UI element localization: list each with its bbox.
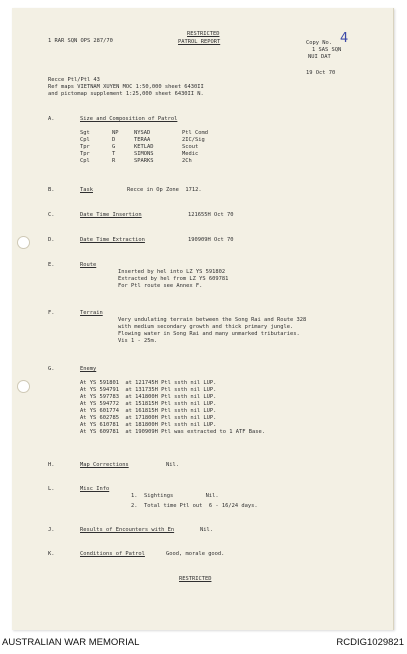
section-l-letter: L.: [48, 486, 55, 492]
patrol-designation: Recce Ptl/Ptl 43: [48, 77, 100, 83]
enemy-line: At YS 594791 at 131735H Ptl ssth nil LUP.: [80, 387, 217, 393]
member-initial: G: [112, 144, 116, 150]
member-rank: Sgt: [80, 130, 90, 136]
member-rank: Tpr: [80, 144, 90, 150]
classification-bottom: RESTRICTED: [179, 576, 212, 582]
misc-info-line: 1. Sightings Nil.: [131, 493, 219, 499]
section-d-text: 190909H Oct 70: [188, 237, 234, 243]
misc-info-line: 2. Total time Ptl out 6 - 16/24 days.: [131, 503, 258, 509]
enemy-line: At YS 591801 at 121745H Ptl ssth nil LUP.: [80, 380, 217, 386]
section-e-letter: E.: [48, 262, 55, 268]
archive-record-id: RCDIG1029821: [336, 637, 404, 648]
classification-top: RESTRICTED: [187, 31, 220, 37]
section-l-heading: Misc Info: [80, 486, 110, 492]
enemy-line: At YS 610781 at 181800H Ptl ssth nil LUP.: [80, 422, 217, 428]
section-k-letter: K.: [48, 551, 55, 557]
punch-hole: [17, 380, 30, 393]
member-name: NYSAD: [134, 130, 151, 136]
enemy-line: At YS 609781 at 190909H Ptl was extracted to 1 ATF Base.: [80, 429, 265, 435]
member-role: Ptl Comd: [182, 130, 208, 136]
terrain-line: Vis 1 - 25m.: [118, 338, 157, 344]
section-c-heading: Date Time Insertion: [80, 212, 142, 218]
member-rank: Cpl: [80, 158, 90, 164]
section-a-letter: A.: [48, 116, 55, 122]
member-name: TERAA: [134, 137, 151, 143]
member-rank: Cpl: [80, 137, 90, 143]
document-title: PATROL REPORT: [178, 39, 221, 45]
section-g-heading: Enemy: [80, 366, 97, 372]
member-initial: R: [112, 158, 116, 164]
section-b-heading: Task: [80, 187, 93, 193]
section-f-heading: Terrain: [80, 310, 103, 316]
section-a-heading: Size and Composition of Patrol: [80, 116, 178, 122]
route-line: Extracted by hel from LZ YS 609781: [118, 276, 229, 282]
section-k-heading: Conditions of Patrol: [80, 551, 145, 557]
route-line: For Ptl route see Annex F.: [118, 283, 203, 289]
member-name: KETLAD: [134, 144, 154, 150]
section-j-heading: Results of Encounters with En: [80, 527, 175, 533]
member-name: SPARKS: [134, 158, 154, 164]
section-j-letter: J.: [48, 527, 55, 533]
terrain-line: Flowing water in Song Rai and many unmarked tributaries.: [118, 331, 300, 337]
map-reference-line2: and pictomap supplement 1:25,000 sheet 6430II N.: [48, 91, 204, 97]
terrain-line: with medium secondary growth and thick primary jungle.: [118, 324, 294, 330]
route-line: Inserted by hel into LZ YS 591802: [118, 269, 226, 275]
reference-number: 1 RAR SQN OPS 287/70: [48, 38, 113, 44]
section-h-text: Nil.: [166, 462, 179, 468]
member-role: 2Ch: [182, 158, 192, 164]
member-role: 2IC/Sig: [182, 137, 205, 143]
archive-name: AUSTRALIAN WAR MEMORIAL: [2, 637, 140, 648]
section-c-letter: C.: [48, 212, 55, 218]
enemy-line: At YS 602785 at 171800H Ptl ssth nil LUP.: [80, 415, 217, 421]
section-e-heading: Route: [80, 262, 97, 268]
section-f-letter: F.: [48, 310, 55, 316]
unit-name: 1 SAS SQN: [312, 47, 342, 53]
section-c-text: 121655H Oct 70: [188, 212, 234, 218]
section-g-letter: G.: [48, 366, 55, 372]
copy-number-handwritten: 4: [340, 31, 349, 46]
member-initial: D: [112, 137, 116, 143]
member-initial: NP: [112, 130, 119, 136]
member-role: Medic: [182, 151, 199, 157]
enemy-line: At YS 597783 at 141800H Ptl ssth nil LUP.: [80, 394, 217, 400]
section-d-letter: D.: [48, 237, 55, 243]
member-rank: Tpr: [80, 151, 90, 157]
punch-hole: [17, 236, 30, 249]
section-b-letter: B.: [48, 187, 55, 193]
copy-number-label: Copy No.: [306, 40, 332, 46]
terrain-line: Very undulating terrain between the Song Rai and Route 328: [118, 317, 307, 323]
section-h-letter: H.: [48, 462, 55, 468]
section-j-text: Nil.: [200, 527, 213, 533]
map-reference-line1: Ref maps VIETNAM XUYEN MOC 1:50,000 sheet 6430II: [48, 84, 204, 90]
report-date: 19 Oct 70: [306, 70, 336, 76]
unit-location: NUI DAT: [308, 54, 331, 60]
enemy-line: At YS 594772 at 151815H Ptl ssth nil LUP.: [80, 401, 217, 407]
section-k-text: Good, morale good.: [166, 551, 225, 557]
member-initial: T: [112, 151, 116, 157]
enemy-line: At YS 601774 at 161815H Ptl ssth nil LUP.: [80, 408, 217, 414]
section-d-heading: Date Time Extraction: [80, 237, 145, 243]
member-name: SIMONS: [134, 151, 154, 157]
section-h-heading: Map Corrections: [80, 462, 129, 468]
section-b-text: Recce in Op Zone 1712.: [127, 187, 202, 193]
member-role: Scout: [182, 144, 199, 150]
